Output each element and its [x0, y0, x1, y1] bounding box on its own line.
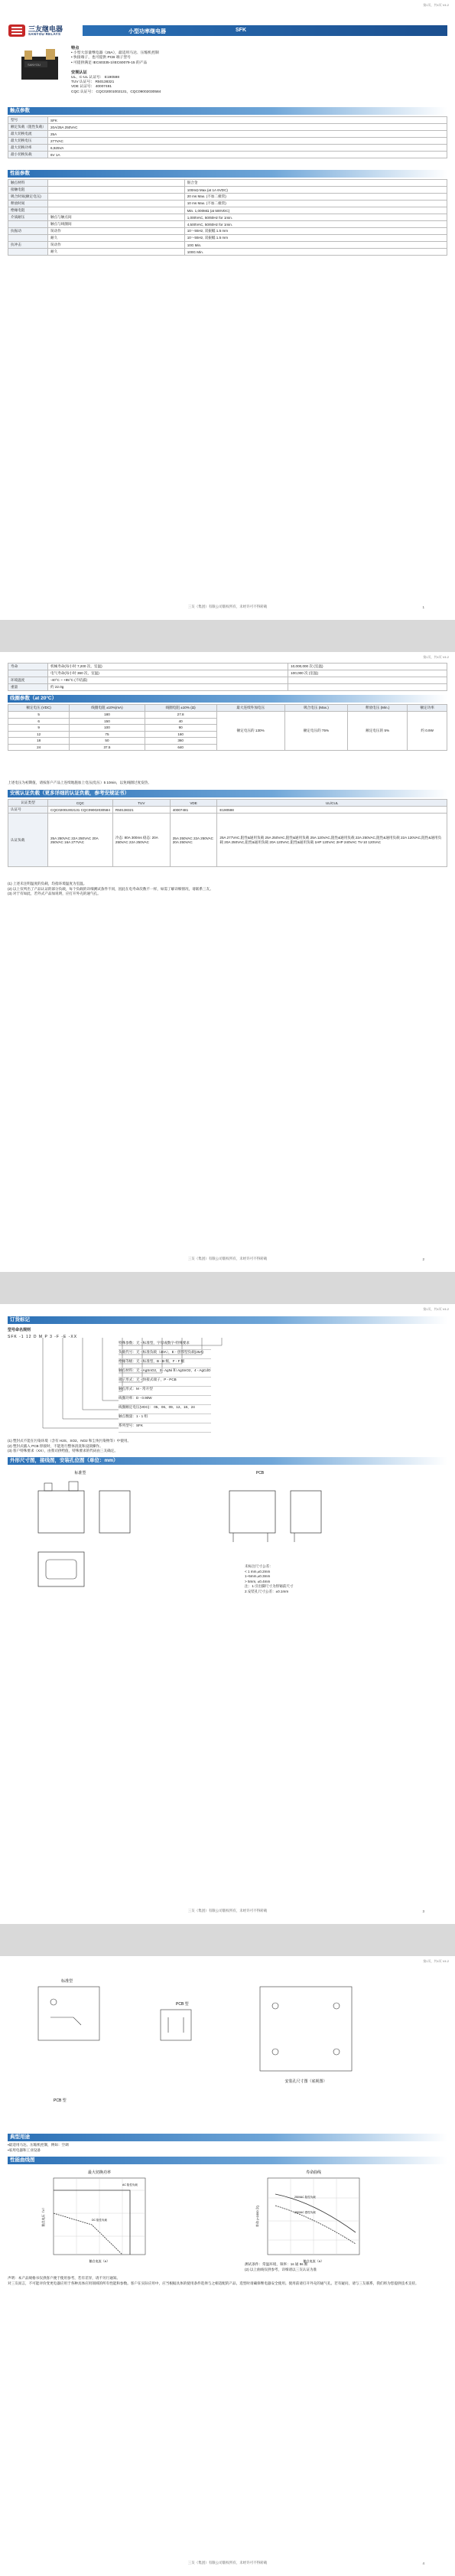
footer: 三友（集团）有限公司版权所有，未经许可不得转载 [187, 2561, 268, 2565]
table-row [8, 180, 447, 187]
table-cell: 50 [70, 738, 145, 745]
table-cell: 释放时间 [8, 201, 48, 207]
table-cell: Min. 1,000MΩ (at 500VDC) [184, 207, 447, 214]
table-cell: 40 [145, 718, 216, 725]
table-cell: 电气寿命(每小时 360 次，室温) [48, 670, 288, 677]
brand-en: SANYOU RELAYS [28, 32, 61, 36]
perf-table [8, 179, 447, 256]
table-cell: 20 ms Max. (不加二极管) [184, 194, 447, 201]
coil-pow: 约 0.9W [408, 712, 447, 751]
table-cell: 37.5 [70, 744, 145, 751]
table-cell: 90 [145, 725, 216, 732]
table-cell: E190598 [217, 807, 447, 814]
table-row [8, 207, 447, 214]
order-leader-line [43, 1338, 119, 1428]
table-cell: 抗振动 [8, 228, 48, 235]
column-header: 额定电压 (VDC) [8, 705, 70, 712]
table-cell: 寿命 [8, 664, 48, 670]
table-cell: 最小切换负载 [8, 152, 48, 158]
table-row [8, 138, 447, 145]
table-cell: -40°C ~ +85°C (不结露) [48, 677, 288, 684]
table-cell: 5 [8, 712, 70, 719]
table-cell: 75 [70, 731, 145, 738]
table-cell: 160 [145, 731, 216, 738]
footer: 三友（集团）有限公司版权所有，未经许可不得转载 [187, 1909, 268, 1912]
table-cell: 6 [8, 718, 70, 725]
header [8, 23, 447, 43]
table-cell: 640 [145, 744, 216, 751]
order-notes: (1) 塑封式不能在污染环境（含有 H2S、SO2、NO2 和尘埃污染物等）中使用。 (2) 塑封式插入 PCB 焊接时，不能进行整体清洗和浸渍操作。 (3) 客户特殊要求（XX），由我司供给值，特殊要求的代码由三友确定。 [8, 1439, 132, 1453]
disclaimer: 声明：本产品规格书仅供客户便于使用参考，若有差异，请不另行通知。 对三友而言，不可能评价变更电器应用于各种具体应用领域的所有性能和参数。客户在实际应用中，应当根据具体的使用条件选择与之相适配的产品，选型时请确保继电器安全使用。使用前请打开外壳的通气孔。若有疑问，请与三友联系，我们将为您提供技术支持。 [8, 2276, 419, 2285]
table-row [8, 677, 447, 684]
table-row [8, 187, 447, 194]
table-cell: 10～55Hz, 双振幅 1.5 mm [184, 235, 447, 242]
logo-icon [8, 23, 26, 38]
table-cell: 100,000 次 (室温) [288, 670, 447, 677]
table-cell: 环境温度 [8, 677, 48, 684]
order-leader-line [63, 1338, 119, 1419]
order-subtitle: 型号命名规则 [8, 1328, 31, 1332]
contact-title: 触点参数 [8, 107, 447, 115]
order-leader-line [102, 1338, 119, 1400]
svg-text:250VAC 感性负载: 250VAC 感性负载 [294, 2211, 316, 2214]
order-item: 线圈功率：D - 0.90W [119, 1396, 211, 1405]
std-label: 标准型 [74, 1471, 86, 1475]
table-cell: 277VAC [48, 138, 447, 145]
table-cell: 10G Min. [184, 242, 447, 249]
column-header: 释放电压 (Min.) [348, 705, 408, 712]
table-cell [48, 194, 185, 201]
perf-title: 性能参数 [8, 170, 447, 178]
table-cell: 银合金 [184, 180, 447, 187]
table-cell: 4,500VAC, 50/60Hz for 1min. [184, 221, 447, 228]
svg-text:寿命 (×1000 次): 寿命 (×1000 次) [255, 2205, 259, 2228]
table-row [8, 684, 447, 691]
table-row [8, 664, 447, 670]
table-row [8, 152, 447, 158]
table-cell [8, 670, 48, 677]
column-header: UL/CUL [217, 800, 447, 807]
table-cell: 100mΩ Max.(at 1A 6VDC) [184, 187, 447, 194]
svg-text:AC 阻性负载: AC 阻性负载 [122, 2183, 138, 2186]
contact-table [8, 116, 447, 158]
tolerance-notes: 未标注尺寸公差： < 1 mm,±0.2mm 1~5mm,±0.3mm > 5mm, ±0.4mm 注：1.引出脚尺寸为焊锡前尺寸 2.安装孔尺寸公差：±0.1mm [245, 1564, 294, 1593]
table-cell: 误动作 [48, 242, 185, 249]
coil-rel: 额定电压的 5% [348, 712, 408, 751]
svg-text:触点电流（A）: 触点电流（A） [303, 2259, 324, 2263]
table-cell [8, 249, 48, 256]
table-cell: 约 22.0g [48, 684, 288, 691]
footer: 三友（集团）有限公司版权所有，未经许可不得转载 [187, 605, 268, 608]
cert-notes: (1) 上述未注明温度的负载，均指环境温度为室温。 (2) 以上仅列出了产品认证的部分负载，每个负载的详细测试条件不同，因此在电寿命次数不一样，如需了解详细情况，请联系三友。 (3) 对于有如此，若外式产品加说明，应打开外壳的通气孔。 [8, 882, 213, 895]
coil-pick: 额定电压的 75% [284, 712, 347, 751]
table-cell: 27.8 [145, 712, 216, 719]
table-cell: 吸合时间(额定电压) [8, 194, 48, 201]
table-cell: 180 [70, 712, 145, 719]
table-cell: 10 ms Max. (不加二极管) [184, 201, 447, 207]
table-row [8, 201, 447, 207]
mount-pcb-label: PCB 型 [54, 2098, 67, 2103]
table-cell: R50138321 [112, 807, 170, 814]
svg-text:触点电流（A）: 触点电流（A） [89, 2259, 110, 2263]
column-header: 线圈电阻 ±10% (Ω) [145, 705, 216, 712]
table-row [8, 124, 447, 131]
table-cell: 10,000,000 次 (室温) [288, 664, 447, 670]
table-cell: 耐久 [48, 249, 185, 256]
cert-ul-loads: 25A 277VAC,阻性&通用负载 25A 250VAC,阻性&通用负载 25A 120VAC,阻性&通用负载 22A 250VAC,阻性&通用负载 22A 120VAC,阻性&通用负载 20A 250VAC,阻性&通用负载 20A 120VAC,阻性&通用负载 1HP 120VAC 2HP 240VAC TV-10 120VAC [217, 814, 447, 867]
table-cell: 24 [8, 744, 70, 751]
table-row [8, 712, 447, 719]
product-title: 小型功率继电器 [128, 29, 166, 34]
cert-cqc-loads: 25A 250VAC 22A 250VAC 20A 250VAC 16A 277VAC [48, 814, 113, 867]
coil-title: 线圈参数（at 20°C） [8, 695, 447, 703]
cert-vde-loads: 25A 250VAC 22A 250VAC 20A 250VAC [170, 814, 217, 867]
page-number: 1 [422, 605, 424, 609]
performance-curves [8, 2167, 447, 2274]
table-cell: 最大切换功率 [8, 145, 48, 152]
life-table [8, 663, 447, 691]
column-header: 最大连续外加电压 [216, 705, 284, 712]
table-cell: 6V 1A [48, 152, 447, 158]
table-cell: 100 [70, 725, 145, 732]
table-cell: 最大切换电流 [8, 131, 48, 138]
page-label: 第1页，共4页 V4.2 [423, 655, 449, 659]
table-cell: 额定负载（阻性负载） [8, 124, 48, 131]
table-cell: 360 [145, 738, 216, 745]
features: 特点 • 小型大容量继电器（25A），最适用马达、压缩机控制 • 快接端子，也可提供 PCB 端子型号 • 可提供满足 IEC60335-1/IEC60079-15 的产品 安规认证 UL、C-UL 认证号： E190598 TUV 认证号： R50138321 VDE 认证号： 40007481 CQC 认证号： CQC02001002131，CQC09002030584 [71, 46, 161, 94]
cert-table [8, 799, 447, 867]
table-cell [8, 235, 48, 242]
order-item: 负载代号：无 - 标准负载（20A），E - 创邦型负载(25A) [119, 1350, 211, 1359]
table-cell [48, 187, 185, 194]
footer: 三友（集团）有限公司版权所有，未经许可不得转载 [187, 1257, 268, 1260]
apps-title: 典型用途 [8, 2134, 447, 2141]
table-row [8, 117, 447, 124]
svg-text:250VAC 阻性负载: 250VAC 阻性负载 [294, 2196, 316, 2199]
table-row [8, 249, 447, 256]
title-bar [83, 25, 447, 36]
table-cell: 重量 [8, 684, 48, 691]
table-row [8, 214, 447, 221]
page-number: 2 [422, 1257, 424, 1261]
order-item: 特殊参数：无 - 标准型，字母或数字-特殊要求 [119, 1341, 211, 1350]
table-row [8, 670, 447, 677]
order-item: 触点数量：1 - 1 组 [119, 1414, 211, 1423]
column-header: 吸合电压 (Max.) [284, 705, 347, 712]
table-cell: 10～55Hz, 双振幅 1.5 mm [184, 228, 447, 235]
table-cell: 25A [48, 131, 447, 138]
order-item: 触点材料：无 - AgSnO2，3 - AgNi 和 AgSnO2，4 - AgCdO [119, 1368, 211, 1378]
table-cell [48, 180, 185, 187]
order-title: 订货标记 [8, 1316, 447, 1324]
order-item: 绝缘等级：无 - 标准型，B - B 级，F - F 级 [119, 1359, 211, 1368]
order-item: 线圈额定电压(VDC)： 05、06、09、12、18、24 [119, 1405, 211, 1414]
table-cell: 100G Min. [184, 249, 447, 256]
brand-cn: 三友继电器 [28, 25, 63, 33]
table-cell: 6,925VA [48, 145, 447, 152]
pcb-label: PCB [255, 1471, 265, 1475]
table-row [8, 242, 447, 249]
table-cell: 触点与线圈间 [48, 221, 185, 228]
page-label: 第1页，共4页 V4.2 [423, 1307, 449, 1311]
table-cell: 18 [8, 738, 70, 745]
dims-title: 外形尺寸图，接线图，安装孔位图（单位：mm） [8, 1457, 447, 1465]
page-label: 第1页，共4页 V4.2 [423, 1959, 449, 1963]
order-item: 端子形式：无 - 快接式端子，P - PCB [119, 1378, 211, 1387]
wiring-diagrams [8, 1971, 447, 2109]
mount-hole-label: 安装孔尺寸图（底视图） [284, 2079, 327, 2084]
svg-text:触点电压（V）: 触点电压（V） [41, 2206, 45, 2227]
table-cell: 12 [8, 731, 70, 738]
column-header: 线圈电阻 ±10%(mA) [70, 705, 145, 712]
apps-items: ▪最适用马达、压缩机控制，例如：空调 ▪家用电器和工业设备 [8, 2143, 69, 2152]
table-cell: CQC02001002131 CQC09002030584 [48, 807, 113, 814]
order-code: SFK -1 12 D M P 3 -F -E -XX [8, 1335, 78, 1339]
cert-row-label: 认证负载 [8, 814, 48, 867]
page-label: 第1页，共4页 V4.2 [423, 3, 449, 7]
table-cell: 9 [8, 725, 70, 732]
column-header: CQC [48, 800, 113, 807]
table-row [8, 145, 447, 152]
page-number: 4 [422, 2561, 424, 2565]
column-header: TUV [112, 800, 170, 807]
table-cell: 20A/25A 250VAC [48, 124, 447, 131]
page-2 [0, 652, 455, 1272]
order-leader-line [83, 1338, 119, 1410]
page-1 [0, 0, 455, 620]
curves-title: 性能曲线图 [8, 2157, 447, 2164]
table-cell: 触点与触点间 [48, 214, 185, 221]
table-cell [48, 201, 185, 207]
table-cell: 耐久 [48, 235, 185, 242]
order-items [119, 1341, 211, 1433]
dimension-drawing [8, 1468, 447, 1621]
table-row [8, 131, 447, 138]
coil-note: 上述电压为初期值，请按客户产品上连续地施加上电压(电压）5 10min，以免线圈过度发热。 [8, 781, 151, 784]
table-row [8, 228, 447, 235]
relay-image [17, 47, 64, 83]
order-item: 触点形式：M - 常开型 [119, 1387, 211, 1396]
coil-table [8, 704, 447, 751]
wiring-pcb-label: PCB 型 [176, 2002, 189, 2007]
page-number: 3 [422, 1909, 424, 1913]
cert-tuv-loads: 冷态: 80A 300ms 稳态: 20A 250VAC 22A 250VAC [112, 814, 170, 867]
page-4 [0, 1956, 455, 2576]
table-cell [288, 684, 447, 691]
order-item: 系列型号：SFK [119, 1423, 211, 1433]
table-cell: 抗冲击 [8, 242, 48, 249]
table-cell: 绝缘电阻 [8, 207, 48, 214]
coil-max: 额定电压的 130% [216, 712, 284, 751]
table-row [8, 235, 447, 242]
page-3 [0, 1304, 455, 1924]
table-cell: 认证号 [8, 807, 48, 814]
model-title: SFK [236, 28, 246, 33]
table-row [8, 194, 447, 201]
table-cell: 型号 [8, 117, 48, 124]
table-cell: 介质耐压 [8, 214, 48, 221]
table-cell: 机械寿命(每小时 7,200 次，室温) [48, 664, 288, 670]
curve-notes: 测试条件：常温环境，频率：1s 通 9s 断 (2) 以上曲线仅供参考，详细请以三友认证为准 [245, 2262, 317, 2271]
table-cell: 1,000VAC, 50/60Hz for 1min. [184, 214, 447, 221]
column-header: 认证类型 [8, 800, 48, 807]
table-cell [48, 207, 185, 214]
svg-text:SANYOU: SANYOU [28, 63, 41, 67]
cert-title: 安规认证负载（更多详细的认证负载，参考安规证书） [8, 790, 447, 797]
wiring-std-label: 标准型 [61, 1979, 73, 1984]
column-header: 额定功率 [408, 705, 447, 712]
table-cell: SFK [48, 117, 447, 124]
table-cell: 150 [70, 718, 145, 725]
table-cell: 最大切换电压 [8, 138, 48, 145]
svg-text:DC 阻性负载: DC 阻性负载 [92, 2219, 108, 2222]
column-header: VDE [170, 800, 217, 807]
table-cell [8, 221, 48, 228]
curve2-title: 寿命曲线 [305, 2170, 322, 2175]
curve1-title: 最大切换功率 [87, 2170, 112, 2175]
table-cell: 40007481 [170, 807, 217, 814]
table-cell: 接触电阻 [8, 187, 48, 194]
table-cell: 触点材料 [8, 180, 48, 187]
table-cell [288, 677, 447, 684]
table-row [8, 221, 447, 228]
table-cell: 误动作 [48, 228, 185, 235]
